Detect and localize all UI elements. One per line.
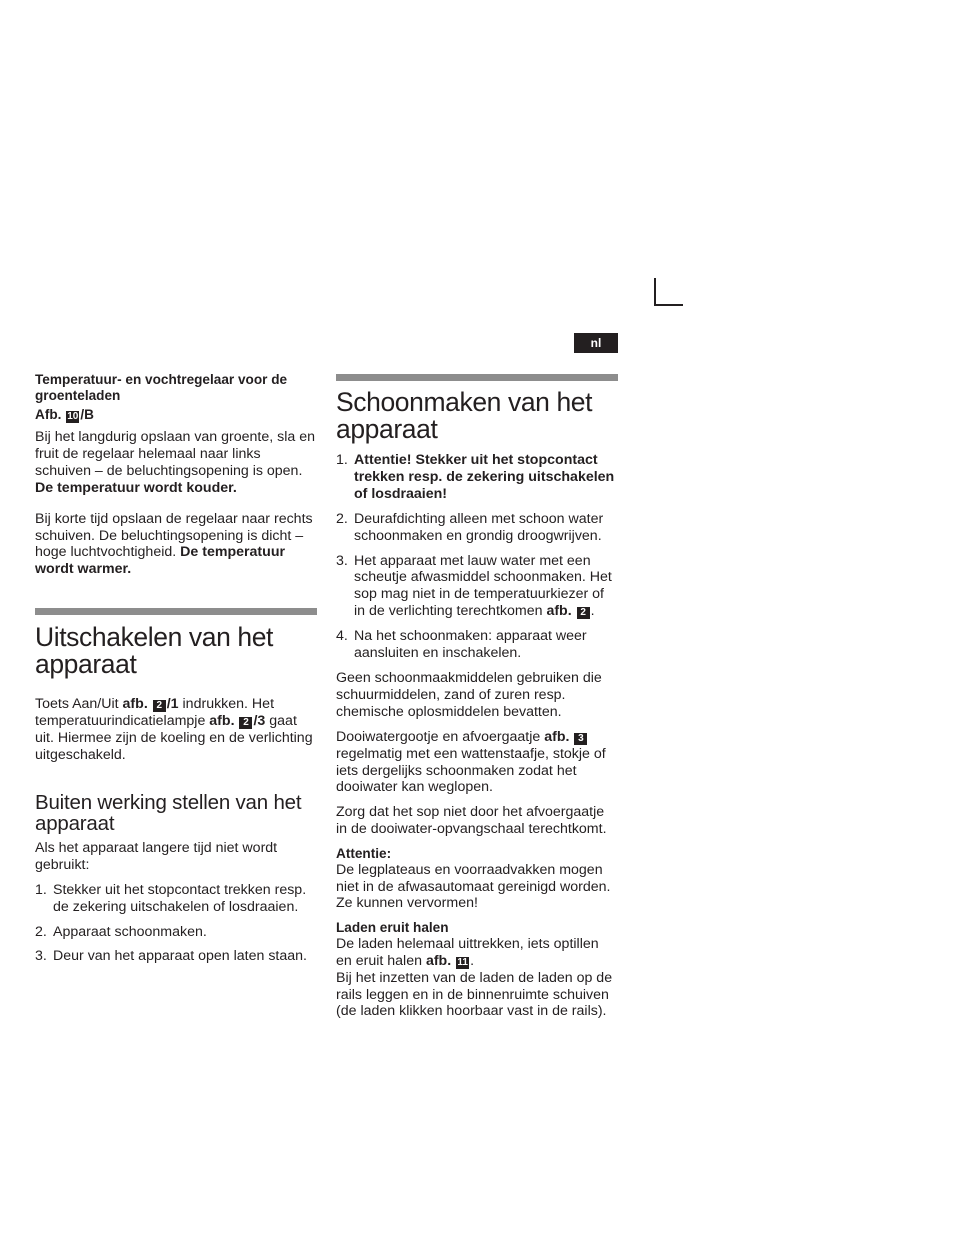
attention-label: Attentie: (336, 846, 392, 862)
figure-number-badge: 11 (457, 956, 468, 968)
switch-off-heading: Uitschakelen van het apparaat (35, 622, 274, 680)
afb-label-1: afb. (122, 696, 148, 713)
list-item (35, 948, 317, 965)
colder-note: De temperatuur wordt kouder. (35, 479, 237, 496)
step-number: 3. (336, 552, 348, 569)
short-storage-paragraph (35, 511, 317, 579)
out-of-service-heading: Buiten werking stellen van het apparaat (35, 790, 302, 835)
drawers-end: . (470, 952, 475, 969)
afb-label: afb. (544, 728, 570, 745)
section-rule (35, 608, 317, 615)
step-text: Deur van het apparaat open laten staan. (53, 948, 307, 965)
language-badge: nl (574, 333, 618, 353)
fig-ref-prefix: Afb. (35, 407, 62, 422)
step-text: Stekker uit het stopcontact trekken resp. de zekering uitschakelen of losdraaien. (53, 881, 307, 915)
list-item (336, 511, 618, 545)
step-number: 1. (336, 452, 348, 468)
step-text: Na het schoonmaken: apparaat weer aansluiten en inschakelen. (354, 628, 587, 662)
step-text: Apparaat schoonmaken. (53, 923, 207, 940)
figure-number-badge: 2 (577, 607, 590, 619)
section-rule (336, 374, 618, 381)
figure-number-badge: 10 (67, 411, 79, 422)
step-number: 1. (35, 881, 47, 898)
drawers-text-1: De laden helemaal uittrekken, iets optillen en eruit halen (336, 935, 599, 969)
attention-text: De legplateaus en voorraadvakken mogen niet in de afwasautomaat gereinigd worden. Ze kunnen vervormen! (336, 861, 611, 912)
figure-reference (35, 407, 317, 423)
step-number: 2. (35, 923, 47, 940)
fig-ref-suffix: /B (80, 407, 94, 422)
step-number: 4. (336, 628, 348, 645)
step-end: . (590, 603, 595, 620)
warmer-note: De temperatuur wordt warmer. (35, 544, 286, 578)
step-number: 3. (35, 948, 47, 965)
list-item (35, 924, 317, 941)
drain-text-2: regelmatig met een wattenstaafje, stokje of iets dergelijks schoonmaken zodat het dooiwater kan weglopen. (336, 745, 606, 796)
crop-mark-vertical (654, 278, 656, 306)
afb-label: afb. (546, 603, 572, 620)
switch-text-3: gaat uit. Hiermee zijn de koeling en de verlichting uitgeschakeld. (35, 713, 313, 763)
fig-suffix-1: /1 (166, 696, 179, 713)
figure-number-badge: 2 (153, 700, 166, 712)
soap-paragraph: Zorg dat het sop niet door het afvoergaatje in de dooiwater-opvangschaal terechtkomt. (336, 804, 607, 838)
step-text: Het apparaat met lauw water met een scheutje afwasmiddel schoonmaken. Het sop mag niet in de temperatuurkiezer of in de verlichting terechtkomen (354, 552, 612, 620)
list-item (336, 452, 618, 503)
crop-mark-horizontal (654, 304, 683, 306)
out-of-service-steps (35, 882, 317, 966)
figure-number-badge: 3 (574, 733, 587, 745)
out-of-service-intro: Als het apparaat langere tijd niet wordt gebruikt: (35, 839, 278, 873)
right-column (336, 374, 618, 1020)
drain-paragraph (336, 729, 618, 797)
cleaning-heading: Schoonmaken van het apparaat (336, 387, 593, 444)
switch-off-paragraph (35, 696, 317, 764)
no-abrasives-paragraph: Geen schoonmaakmiddelen gebruiken die schuurmiddelen, zand of zuren resp. chemische oplosmiddelen bevatten. (336, 669, 602, 720)
vegetable-regulator-heading: Temperatuur- en vochtregelaar voor de groenteladen (35, 372, 288, 403)
long-storage-text: Bij het langdurig opslaan van groente, sla en fruit de regelaar helemaal naar links schuiven – de beluchtingsopening is open. (35, 429, 316, 479)
fig-suffix-2: /3 (253, 713, 266, 730)
list-item (35, 882, 317, 916)
list-item (336, 628, 618, 662)
step-text: Attentie! Stekker uit het stopcontact trekken resp. de zekering uitschakelen of losdraaien! (354, 452, 615, 502)
left-column (35, 372, 317, 965)
afb-label-2: afb. (209, 713, 235, 730)
switch-text-1: Toets Aan/Uit (35, 696, 119, 713)
long-storage-paragraph (35, 429, 317, 497)
afb-label: afb. (425, 952, 452, 969)
drawers-label: Laden eruit halen (336, 920, 449, 936)
drawers-paragraph (336, 936, 618, 970)
step-number: 2. (336, 510, 348, 527)
switch-text-2: indrukken. Het temperatuurindicatielampje (35, 696, 275, 730)
cleaning-steps (336, 452, 618, 662)
drain-text-1: Dooiwatergootje en afvoergaatje (336, 728, 541, 745)
step-text: Deurafdichting alleen met schoon water schoonmaken en grondig droogwrijven. (354, 510, 604, 544)
list-item (336, 553, 618, 621)
figure-number-badge: 2 (239, 717, 252, 729)
drawers-insert-text: Bij het inzetten van de laden de laden op de rails leggen en in de binnenruimte schuiven (de laden klikken hoorbaar vast in de rails). (336, 969, 613, 1020)
short-storage-text: Bij korte tijd opslaan de regelaar naar rechts schuiven. De beluchtingsopening is dicht – hoge luchtvochtigheid. (35, 510, 313, 561)
